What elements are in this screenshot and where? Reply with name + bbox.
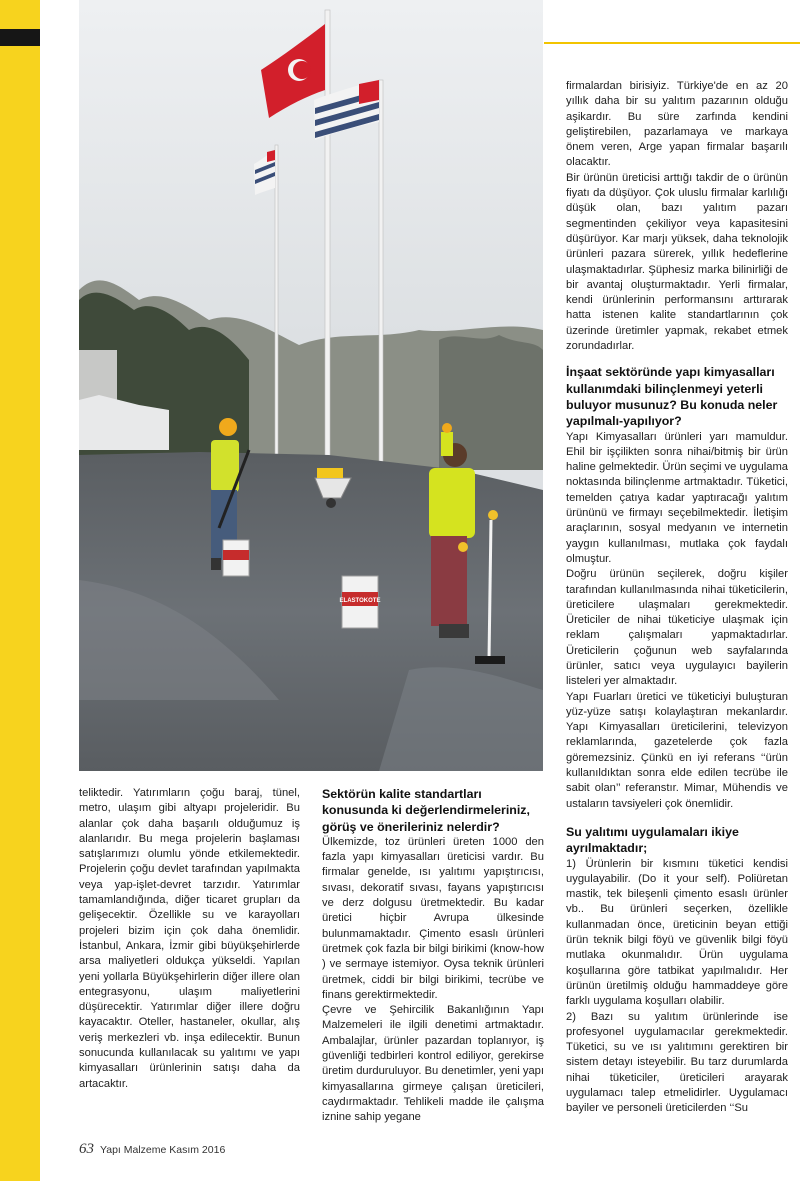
header-rule — [544, 42, 800, 44]
footer-text: Yapı Malzeme Kasım 2016 — [100, 1144, 226, 1156]
section-heading: Sektörün kalite standartları konusunda ki değerlendirmeleriniz, görüş ve önerileriniz nelerdir? — [322, 787, 530, 834]
section-heading: İnşaat sektöründe yapı kimyasalları kullanımdaki bilinçlenmeyi yeterli buluyor musunuz? Bu konuda neler yapılmalı-yapılıyor? — [566, 365, 778, 429]
column-left — [79, 786, 300, 1092]
paragraph: teliktedir. Yatırımların çoğu baraj, tünel, metro, ulaşım gibi altyapı projeleridir. Bu alanlar çok daha başarılı olduğumuz iş alanlarıdır. Bu mega projelerin başlaması satışlarımızı olumlu yönde etkilemektedir. Projelerin çoğu devlet tarafından yapılmakta veya yap-işlet-devret tarzıdır. Yatırımlar tamamlandığında, diğer ticaret grupları da gelişecektir. Özellikle su ve karayolları projeleri bizim için çok daha önemlidir. İstanbul, Ankara, İzmir gibi büyükşehirlerde arsa maliyetleri oldukça yükseldi. Yapılan yeni yollarla Büyükşehirlerin diğer illere olan entegrasyonu, ulaşım maliyetlerini düşürecektir. Yatırımlar diğer illere doğru kayacaktır. Oteller, hastaneler, okullar, alış veriş merkezleri vb. inşa edilecektir. Bunun sonucunda kullanılacak su yalıtımı ve yapı kimyasalları ürünlerinin satışı daha da artacaktır. — [79, 787, 300, 1090]
paragraph: 2) Bazı su yalıtım ürünlerinde ise profesyonel uygulamacılar gerekmektedir. Tüketici, su ve ısı yalıtımını gerektiren bir sistem detayı isteyebilir. Bu tarz durumlarda nihai tüketiciler, üreticileri arayarak uygulamacı talep etmelidirler. Uygulamacı bayiler ve personeli üreticilerden ‘‘Su — [566, 1010, 788, 1115]
paragraph: Ülkemizde, toz ürünleri üreten 1000 den fazla yapı kimyasalları üreticisi vardır. Bu firmalar genelde, ısı yalıtımı yapıştırıcısı, sıvası, dekoratif sıvası, fayans yapıştırıcısı ve derz dolgusu üretmektedir. Bu kadar üretici hiçbir Avrupa ülkesinde bulunmamaktadır. Çimento esaslı ürünleri üretmek çok fazla bir bilgi birikimi (know-how ) ve sermaye istemiyor. Oysa teknik ürünleri üretmek, ciddi bir bilgi birikimi, tecrübe ve finans gerektirmektedir. — [322, 835, 544, 1001]
bucket-label: ELASTOKOTE — [339, 598, 381, 604]
black-page-tab — [0, 29, 40, 46]
article-photo — [79, 0, 543, 771]
paragraph: firmalardan birisiyiz. Türkiye'de en az 20 yıllık daha bir su yalıtım pazarının olduğu aşikardır. Bu süre zarfında kendini geliştirebilen, pazarlamaya ve markaya önem veren, Arge yapan firmalar başarılı olacaktır. — [566, 80, 788, 169]
paragraph: Çevre ve Şehircilik Bakanlığının Yapı Malzemeleri ile ilgili denetimi artmaktadır. Ambalajlar, ürünler pazardan toplanıyor, iş güvenliği tedbirleri kontrol ediliyor, gerekirse üretim durduruluyor. Bu denetimler, yeni yapı kimyasallarına girmeye çalışan üreticileri, caydırmaktadır. Tehlikeli madde ile çalışma iznine sahip yegane — [322, 1004, 545, 1124]
page-footer — [79, 1141, 225, 1158]
paragraph: Yapı Fuarları üretici ve tüketiciyi buluşturan yüz-yüze satışı kolaylaştıran mekanlardır. Yapı Kimyasalları üreticilerini, televizyon reklamlarında, gazetelerde çok fazla göremezsiniz. Çünkü en iyi referans ‘‘ürün kullanıldıktan sonra elde edilen tecrübe ile sabit olan’’ referanstır. Mimar, Mühendis ve ustaların tavsiyeleri çok önemlidir. — [566, 690, 788, 810]
column-middle — [322, 786, 544, 1126]
yellow-side-bar — [0, 0, 40, 1181]
paragraph: Bir ürünün üreticisi arttığı takdir de o ürünün fiyatı da düşüyor. Çok uluslu firmalar karlılığı düşük olan, bazı yalıtım pazarı segmentinden çekiliyor veya kapasitesini düşürüyor. Kar marjı yüksek, daha teknolojik ürünleri pazara sürerek, yıllık hedeflerine ulaşmaktadırlar. Şüphesiz marka bilinirliği de bir avantaj oluşturmaktadır. Yerli firmalar, kendi ürünlerinin performansını arttırarak hatta istenen kalite standartlarının çok üzerinde üretimler yapmak, rekabet etmek zorundadırlar. — [566, 171, 788, 353]
paragraph: Yapı Kimyasalları ürünleri yarı mamuldur. Ehil bir işçilikten sonra nihai/bitmiş bir ürün haline gelmektedir. Ürün seçimi ve uygulama noktasında bilinçlenme artmaktadır. Tüketici, temelden çatıya kadar yaptıracağı yalıtım ürününü ve firmayı seçebilmektedir. İletişim araçlarının, sosyal medyanın ve internetin yaygın kullanılması, mutlaka çok faydalı olmuştur. — [566, 430, 788, 565]
column-right — [566, 79, 788, 1117]
page-number: 63 — [79, 1141, 94, 1157]
section-heading: Su yalıtımı uygulamaları ikiye ayrılmaktadır; — [566, 824, 739, 856]
paragraph: Doğru ürünün seçilerek, doğru kişiler tarafından kullanılmasında nihai tüketicilerin, üreticilere ulaşmaları gerekmektedir. Üreticiler de nihai tüketiciye ulaşmak için reklam çalışmaları yapmaktadırlar. Üreticilerin çoğunun web sayfalarında ürünler, satıcı veya uygulayıcı bayilerin listeleri yer almaktadır. — [566, 568, 788, 688]
paragraph: 1) Ürünlerin bir kısmını tüketici kendisi uygulayabilir. (Do it your self). Poliüretan mastik, tek bileşenli çimento esaslı ürünler vb.. Bu ürünleri seçerken, özellikle kullanmadan önce, üreticinin beyan ettiği ürün teknik bilgi föyü ve güvenlik bilgi föyü mutlaka okunmalıdır. Ürün uygulama koşullarına göre tatbikat yapılmalıdır. Her ürünün üretilmiş olduğu hammaddeye göre farklı uygulama koşulları olabilir. — [566, 857, 788, 1008]
